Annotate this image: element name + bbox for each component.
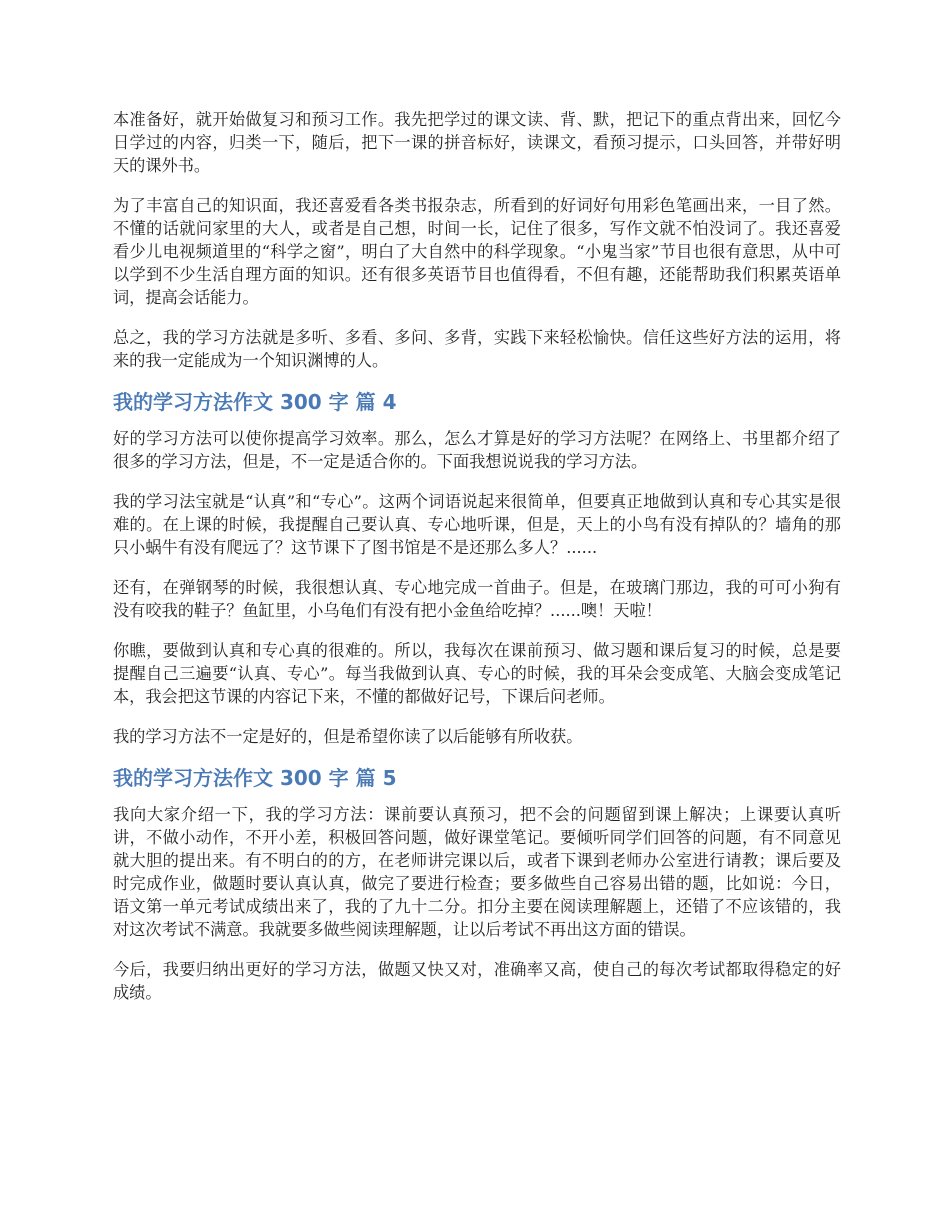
- paragraph: 我向大家介绍一下，我的学习方法：课前要认真预习，把不会的问题留到课上解决；上课要认真听讲，不做小动作，不开小差，积极回答问题，做好课堂笔记。要倾听同学们回答的问题，有不同意见就大胆的提出来。有不明白的的方，在老师讲完课以后，或者下课到老师办公室进行请教；课后要及时完成作业，做题时要认真认真，做完了要进行检查；要多做些自己容易出错的题，比如说：今日，语文第一单元考试成绩出来了，我的了九十二分。扣分主要在阅读理解题上，还错了不应该错的，我对这次考试不满意。我就要多做些阅读理解题，让以后考试不再出这方面的错误。: [113, 805, 841, 939]
- paragraph: 本准备好，就开始做复习和预习工作。我先把学过的课文读、背、默，把记下的重点背出来，回忆今日学过的内容，归类一下，随后，把下一课的拼音标好，读课文，看预习提示，口头回答，并带好明天的课外书。: [113, 110, 841, 175]
- paragraph: 我的学习法宝就是“认真”和“专心”。这两个词语说起来很简单，但要真正地做到认真和专心其实是很难的。在上课的时候，我提醒自己要认真、专心地听课，但是，天上的小鸟有没有掉队的？墙角的那只小蜗牛有没有爬远了？这节课下了图书馆是不是还那么多人？......: [113, 492, 841, 557]
- paragraph: 还有，在弹钢琴的时候，我很想认真、专心地完成一首曲子。但是，在玻璃门那边，我的可可小狗有没有咬我的鞋子？鱼缸里，小乌龟们有没有把小金鱼给吃掉？......噢！天啦！: [113, 578, 841, 620]
- paragraph: 今后，我要归纳出更好的学习方法，做题又快又对，准确率又高，使自己的每次考试都取得稳定的好成绩。: [113, 960, 841, 1002]
- paragraph: 总之，我的学习方法就是多听、多看、多问、多背，实践下来轻松愉快。信任这些好方法的运用，将来的我一定能成为一个知识渊博的人。: [113, 328, 841, 370]
- section-heading: 我的学习方法作文 300 字 篇 4: [113, 390, 397, 414]
- paragraph: 为了丰富自己的知识面，我还喜爱看各类书报杂志，所看到的好词好句用彩色笔画出来，一目了然。不懂的话就问家里的大人，或者是自己想，时间一长，记住了很多，写作文就不怕没词了。我还喜爱看少儿电视频道里的“科学之窗”，明白了大自然中的科学现象。“小鬼当家”节目也很有意思，从中可以学到不少生活自理方面的知识。还有很多英语节目也值得看，不但有趣，还能帮助我们积累英语单词，提高会话能力。: [113, 196, 841, 307]
- paragraph: 好的学习方法可以使你提高学习效率。那么，怎么才算是好的学习方法呢？在网络上、书里都介绍了很多的学习方法，但是，不一定是适合你的。下面我想说说我的学习方法。: [113, 429, 841, 471]
- section-heading: 我的学习方法作文 300 字 篇 5: [113, 766, 397, 790]
- paragraph: 我的学习方法不一定是好的，但是希望你读了以后能够有所收获。: [113, 727, 583, 746]
- paragraph: 你瞧，要做到认真和专心真的很难的。所以，我每次在课前预习、做习题和课后复习的时候，总是要提醒自己三遍要“认真、专心”。每当我做到认真、专心的时候，我的耳朵会变成笔、大脑会变成笔记本，我会把这节课的内容记下来，不懂的都做好记号，下课后问老师。: [113, 641, 841, 706]
- document-page: [113, 108, 841, 1021]
